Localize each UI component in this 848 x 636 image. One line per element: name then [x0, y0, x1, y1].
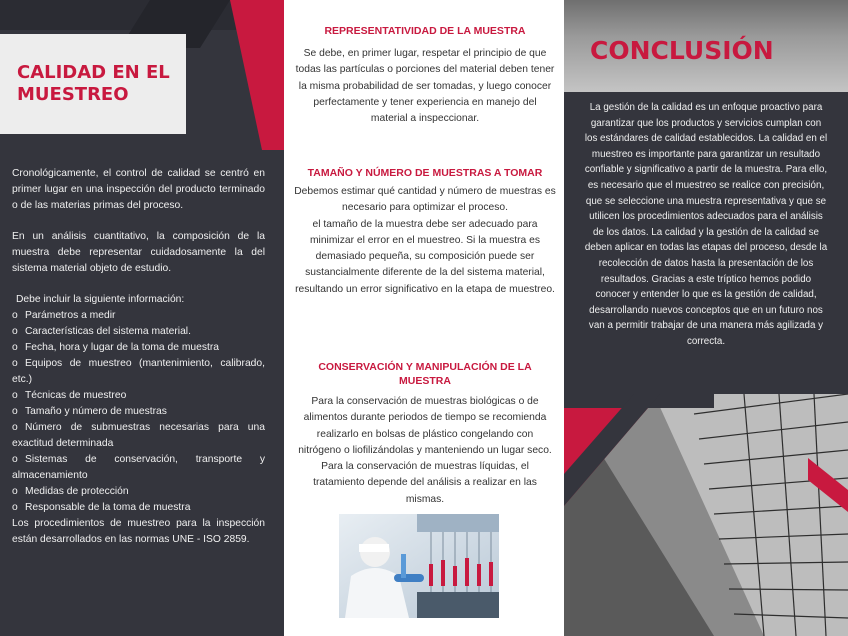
conclusion-title: CONCLUSIÓN: [590, 36, 774, 65]
building-image: [564, 394, 848, 636]
bullet-icon: o: [12, 422, 18, 433]
bullet-icon: o: [12, 454, 18, 465]
text-representatividad: Se debe, en primer lugar, respetar el principio de que todas las partículas o porciones del material deben tener la misma probabilidad de ser tomadas, y luego conocer perfectamente y tener experiencia en manejo del material a inspeccionar.: [295, 48, 555, 125]
paragraph-chronology: Cronológicamente, el control de calidad se centró en primer lugar en una inspección del producto terminado o de las materias primas del proceso.: [12, 168, 265, 211]
info-list-item: [12, 452, 265, 484]
lab-photo: [339, 514, 499, 618]
info-list: [12, 308, 265, 516]
paragraph-quantitative: En un análisis cuantitativo, la composición de la muestra debe representar cuidadosamente la del sistema material objeto de estudio.: [12, 231, 265, 274]
info-list-label: Características del sistema material.: [25, 326, 191, 337]
info-list-item: [12, 500, 265, 516]
heading-conservacion: CONSERVACIÓN Y MANIPULACIÓN DE LA MUESTRA: [318, 361, 532, 387]
info-list-item: [12, 420, 265, 452]
heading-tamano: TAMAÑO Y NÚMERO DE MUESTRAS A TOMAR: [307, 167, 543, 179]
info-list-item: [12, 308, 265, 324]
conclusion-text: La gestión de la calidad es un enfoque proactivo para garantizar que los productos y servicios cumplan con los estándares de calidad establecidos. La calidad en el muestreo es importante para garantizar un resultado confiable y significativo a partir de la muestra. Para ello, es necesario que el muestreo se realice con precisión, que se seleccione una muestra representativa y que se utilicen los procedimientos adecuados para el análisis de los datos. La calidad y la gestión de la calidad se deben aplicar en todas las etapas del proceso, desde la recolección de datos hasta la presentación de los resultados. Gracias a este tríptico hemos podido conocer y entender lo que es la gestión de calidad, desarrollando nuevos conceptos que en un futuro nos van a permitir trabajar de una manera más agilizada y correcta.: [584, 102, 828, 347]
list-intro: Debe incluir la siguiente información:: [16, 294, 185, 305]
section-title: CALIDAD EN EL MUESTREO: [17, 62, 170, 105]
bullet-icon: o: [12, 358, 18, 369]
text-tamano-2: el tamaño de la muestra debe ser adecuado para minimizar el error en el muestreo. Si la muestra es demasiado pequeña, su composición puede ser sustancialmente diferente de la del sistema material, resultando un error significativo en la etapa de muestreo.: [295, 218, 555, 295]
heading-representatividad: REPRESENTATIVIDAD DE LA MUESTRA: [324, 25, 526, 37]
left-body: [12, 166, 265, 548]
info-list-item: [12, 340, 265, 356]
middle-panel: [284, 0, 564, 636]
info-list-label: Técnicas de muestreo: [25, 390, 127, 401]
left-panel: [0, 0, 284, 636]
bullet-icon: o: [12, 310, 18, 321]
info-list-item: [12, 356, 265, 388]
info-list-item: [12, 388, 265, 404]
section-conservacion: [294, 360, 556, 508]
text-conservacion: Para la conservación de muestras biológicas o de alimentos durante periodos de tiempo se recomienda realizarlo en bolsas de plástico congelando con nitrógeno o liofilizándolas y manteniendo un lugar seco. Para la conservación de muestras líquidas, el tratamiento depende del análisis a realizar en las mismas.: [298, 396, 552, 505]
bullet-icon: o: [12, 342, 18, 353]
info-list-item: [12, 404, 265, 420]
info-list-label: Fecha, hora y lugar de la toma de muestra: [25, 342, 220, 353]
bullet-icon: o: [12, 406, 18, 417]
bullet-icon: o: [12, 486, 18, 497]
bullet-icon: o: [12, 390, 18, 401]
info-list-label: Responsable de la toma de muestra: [25, 502, 191, 513]
info-list-item: [12, 324, 265, 340]
info-list-label: Equipos de muestreo (mantenimiento, calibrado, etc.): [12, 358, 265, 385]
bullet-icon: o: [12, 326, 18, 337]
info-list-label: Número de submuestras necesarias para una exactitud determinada: [12, 422, 265, 449]
info-list-item: [12, 484, 265, 500]
text-tamano-1: Debemos estimar qué cantidad y número de muestras es necesario para optimizar el proceso.: [294, 186, 556, 214]
right-panel: [564, 0, 848, 636]
section-tamano: [294, 166, 556, 298]
bullet-icon: o: [12, 502, 18, 513]
info-list-label: Parámetros a medir: [25, 310, 116, 321]
info-list-label: Sistemas de conservación, transporte y almacenamiento: [12, 454, 265, 481]
info-list-label: Medidas de protección: [25, 486, 129, 497]
closing-paragraph: Los procedimientos de muestreo para la inspección están desarrollados en las normas UNE - ISO 2859.: [12, 518, 265, 545]
section-representatividad: [294, 24, 556, 127]
info-list-label: Tamaño y número de muestras: [25, 406, 167, 417]
